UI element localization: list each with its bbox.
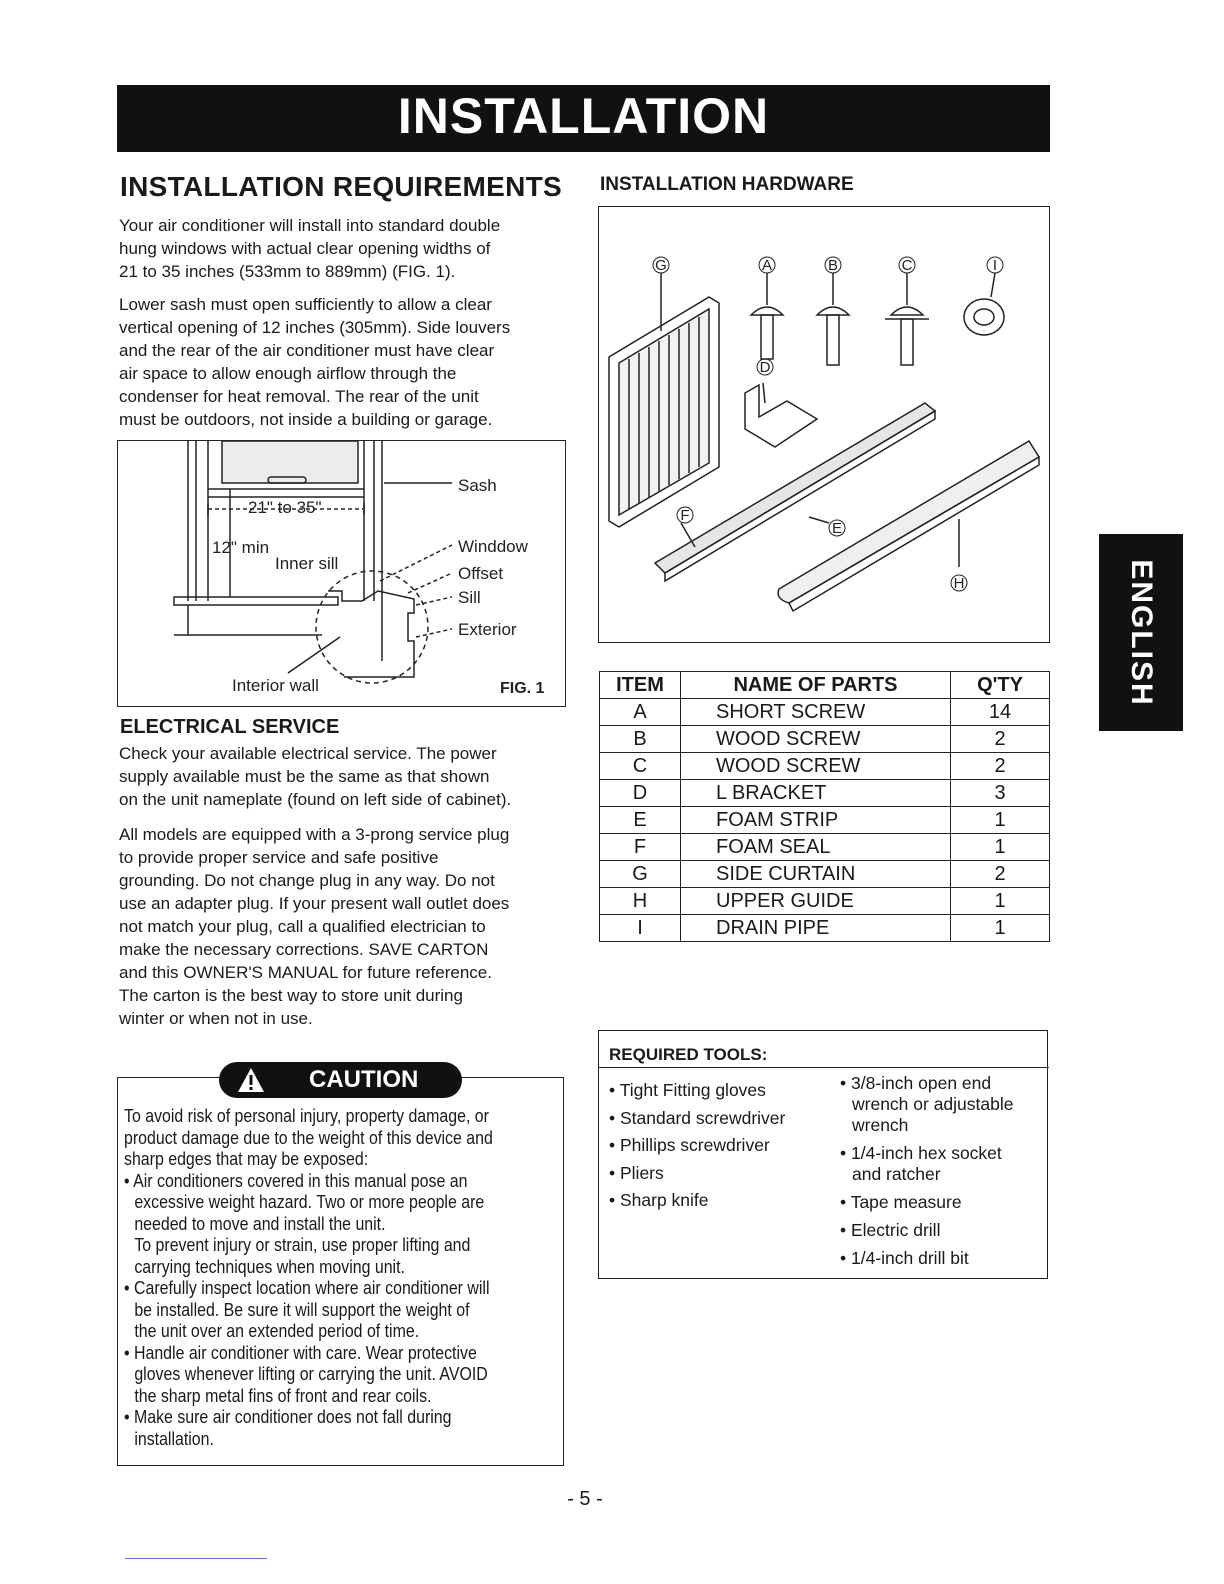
label-offset: Offset (458, 564, 504, 583)
caution-bullet: • Carefully inspect location where air conditioner will be installed. Be sure it will support the weight of the unit over an extended period of time. (124, 1277, 490, 1341)
callout-b: B (827, 257, 839, 274)
tool-item: • Tape measure (840, 1192, 962, 1212)
caution-bullet: • Air conditioners covered in this manual pose an excessive weight hazard. Two or more people are needed to move and install the unit. To prevent injury or strain, use proper lifting and carrying techniques when moving unit. (124, 1169, 485, 1277)
requirements-heading: INSTALLATION REQUIREMENTS (120, 171, 563, 202)
label-width: 21" to 35" (248, 498, 322, 517)
tool-item: • Pliers (609, 1162, 664, 1183)
tools-list-left (609, 1077, 785, 1215)
banner-title: INSTALLATION (397, 88, 770, 144)
callout-f: F (680, 507, 690, 524)
label-window: Winddow (458, 537, 528, 556)
tool-item: • 1/4-inch drill bit (840, 1248, 969, 1268)
callout-e: E (831, 520, 843, 537)
label-interior-wall: Interior wall (232, 676, 319, 695)
col-header-item: ITEM (600, 672, 681, 699)
parts-table (599, 671, 1050, 942)
col-header-qty: Q'TY (951, 672, 1050, 699)
callout-d: D (759, 359, 771, 376)
electrical-heading: ELECTRICAL SERVICE (120, 716, 340, 738)
caution-intro: To avoid risk of personal injury, property damage, or product damage due to the weight of this device and sharp edges that may be exposed: (124, 1105, 493, 1169)
figure-1-window-diagram (117, 440, 566, 707)
electrical-para-1: Check your available electrical service. The power supply available must be the same as that shown on the unit nameplate (found on left side of cabinet). (119, 744, 512, 809)
tools-divider (599, 1067, 1049, 1068)
section-banner (117, 85, 1050, 152)
tool-item: • Tight Fitting gloves (609, 1080, 766, 1100)
label-sill: Sill (458, 588, 481, 607)
callout-g: G (655, 257, 667, 274)
caution-text (124, 1105, 563, 1449)
col-header-name: NAME OF PARTS (681, 672, 951, 699)
required-tools-box (598, 1030, 1048, 1279)
callout-a: A (761, 257, 773, 274)
table-row: B WOOD SCREW 2 (600, 726, 1050, 753)
requirements-para-2: Lower sash must open sufficiently to allow a clear vertical opening of 12 inches (305mm). Side louvers and the rear of the air conditioner must have clear air space to allow enough airflow through the condenser for heat removal. The rear of the unit must be outdoors, not inside a building or garage. (119, 295, 511, 429)
hardware-illustration (598, 206, 1050, 643)
tool-item: • 3/8-inch open end wrench or adjustable wrench (840, 1073, 1014, 1135)
table-row: E FOAM STRIP 1 (600, 807, 1050, 834)
parts-table-header-row (600, 672, 1050, 699)
tool-item: • 1/4-inch hex socket and ratcher (840, 1143, 1002, 1184)
page-number: - 5 - (567, 1488, 603, 1510)
table-row: I DRAIN PIPE 1 (600, 915, 1050, 942)
window-diagram (118, 441, 567, 708)
language-tab (1099, 534, 1183, 731)
tool-item: • Sharp knife (609, 1190, 709, 1210)
callout-h: H (953, 575, 965, 592)
callout-i: I (992, 257, 998, 274)
callout-c: C (901, 257, 913, 274)
figure-caption: FIG. 1 (500, 680, 545, 697)
caution-bullet: • Handle air conditioner with care. Wear protective gloves whenever lifting or carrying the unit. AVOID the sharp metal fins of front and rear coils. (124, 1341, 488, 1406)
table-row: G SIDE CURTAIN 2 (600, 861, 1050, 888)
electrical-text (119, 742, 569, 1030)
bottom-rule (125, 1558, 267, 1559)
label-12-min: 12" min (212, 538, 270, 557)
warning-triangle-icon (237, 1067, 265, 1093)
electrical-para-2: All models are equipped with a 3-prong service plug to provide proper service and safe positive grounding. Do not change plug in any way. Do not use an adapter plug. If your present wall outlet does not match your plug, call a qualified electrician to make the necessary corrections. SAVE CARTON and this OWNER'S MANUAL for future reference. The carton is the best way to store unit during winter or when not in use. (119, 825, 510, 1028)
hardware-parts-drawing (599, 207, 1051, 644)
label-sash: Sash (458, 476, 497, 495)
tool-item: • Electric drill (840, 1220, 941, 1240)
requirements-text (119, 214, 569, 431)
table-row: D L BRACKET 3 (600, 780, 1050, 807)
requirements-para-1: Your air conditioner will install into standard double hung windows with actual clear opening widths of 21 to 35 inches (533mm to 889mm) (FIG. 1). (119, 216, 501, 281)
tools-heading: REQUIRED TOOLS: (609, 1045, 768, 1064)
table-row: F FOAM SEAL 1 (600, 834, 1050, 861)
tools-list-right (840, 1073, 1013, 1269)
caution-title: CAUTION (309, 1066, 419, 1093)
tool-item: • Standard screwdriver (609, 1107, 786, 1128)
table-row: C WOOD SCREW 2 (600, 753, 1050, 780)
caution-header (219, 1062, 462, 1098)
label-inner-sill: Inner sill (275, 554, 339, 573)
language-tab-label: ENGLISH (1125, 558, 1158, 707)
hardware-heading: INSTALLATION HARDWARE (600, 174, 854, 195)
label-exterior: Exterior (458, 620, 517, 639)
table-row: A SHORT SCREW 14 (600, 699, 1050, 726)
caution-bullet: • Make sure air conditioner does not fall during installation. (124, 1406, 452, 1449)
caution-list (124, 1170, 563, 1450)
tool-item: • Phillips screwdriver (609, 1135, 770, 1155)
table-row: H UPPER GUIDE 1 (600, 888, 1050, 915)
